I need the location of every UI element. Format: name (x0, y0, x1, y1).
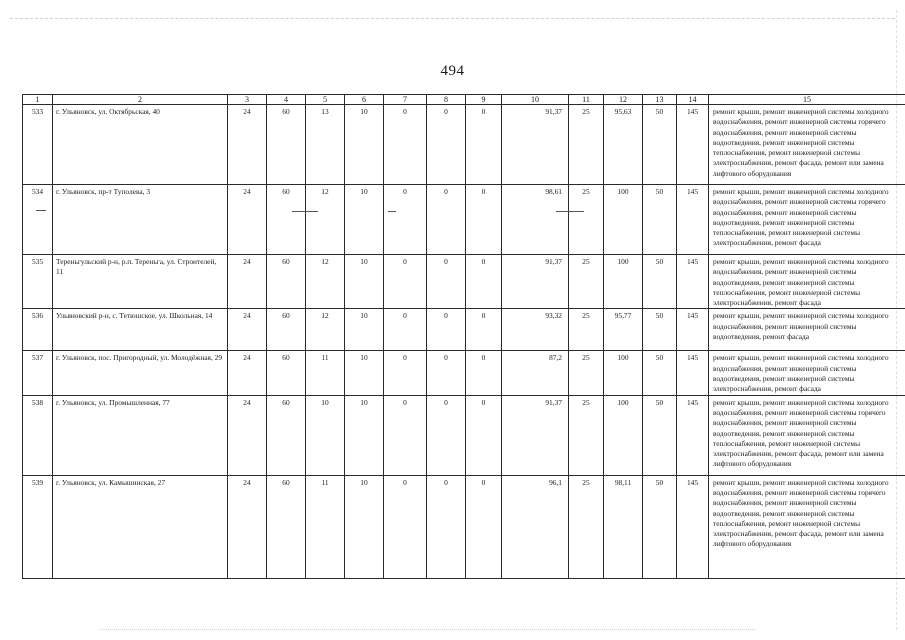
col-header-8: 8 (427, 95, 466, 105)
value-col-8: 0 (427, 105, 466, 185)
value-col-4: 60 (267, 475, 306, 578)
row-number: 533 (23, 105, 53, 185)
col-header-12: 12 (604, 95, 643, 105)
value-col-4: 60 (267, 255, 306, 309)
value-col-11: 25 (569, 309, 604, 351)
works-list-cell: ремонт крыши, ремонт инженерной системы холодного водоснабжения, ремонт инженерной системы горячего водоснабжения, ремонт инженерной системы водоотведения, ремонт инженерной системы теплоснабжения, ремонт инженерной системы электроснабжения, ремонт фасада, ремонт или замена лифтового оборудования (709, 395, 905, 475)
value-col-3: 24 (228, 185, 267, 255)
value-col-14: 145 (677, 309, 709, 351)
value-col-14: 145 (677, 105, 709, 185)
col-header-5: 5 (306, 95, 345, 105)
col-header-10: 10 (502, 95, 569, 105)
address-cell: г. Ульяновск, ул. Камышинская, 27 (53, 475, 228, 578)
address-cell: г. Ульяновск, ул. Промышленная, 77 (53, 395, 228, 475)
value-col-8: 0 (427, 351, 466, 395)
value-col-12: 95,77 (604, 309, 643, 351)
value-col-8: 0 (427, 255, 466, 309)
value-col-5: 11 (306, 475, 345, 578)
col-header-1: 1 (23, 95, 53, 105)
value-col-6: 10 (345, 395, 384, 475)
value-col-6: 10 (345, 309, 384, 351)
value-col-12: 98,11 (604, 475, 643, 578)
row-number: 537 (23, 351, 53, 395)
value-col-4: 60 (267, 185, 306, 255)
col-header-2: 2 (53, 95, 228, 105)
works-list-cell: ремонт крыши, ремонт инженерной системы холодного водоснабжения, ремонт инженерной системы горячего водоснабжения, ремонт инженерной системы водоотведения, ремонт инженерной системы теплоснабжения, ремонт инженерной системы электроснабжения, ремонт фасада, ремонт или замена лифтового оборудования (709, 105, 905, 185)
value-col-4: 60 (267, 351, 306, 395)
value-col-8: 0 (427, 185, 466, 255)
value-col-12: 100 (604, 395, 643, 475)
value-col-9: 0 (466, 105, 502, 185)
value-col-5: 11 (306, 351, 345, 395)
value-col-6: 10 (345, 185, 384, 255)
value-col-13: 50 (643, 475, 677, 578)
value-col-10: 87,2 (502, 351, 569, 395)
value-col-3: 24 (228, 475, 267, 578)
value-col-5: 12 (306, 185, 345, 255)
scan-artifact-bottom (100, 629, 755, 630)
value-col-14: 145 (677, 255, 709, 309)
value-col-7: 0 (384, 395, 427, 475)
housing-repair-table (22, 94, 905, 579)
works-list-cell: ремонт крыши, ремонт инженерной системы холодного водоснабжения, ремонт инженерной системы горячего водоснабжения, ремонт инженерной системы водоотведения, ремонт инженерной системы теплоснабжения, ремонт инженерной системы электроснабжения, ремонт фасада, ремонт или замена лифтового оборудования (709, 475, 905, 578)
value-col-11: 25 (569, 185, 604, 255)
works-list-cell: ремонт крыши, ремонт инженерной системы холодного водоснабжения, ремонт инженерной системы водоотведения, ремонт фасада (709, 309, 905, 351)
table-row (23, 255, 905, 309)
value-col-9: 0 (466, 185, 502, 255)
row-number: 538 (23, 395, 53, 475)
col-header-4: 4 (267, 95, 306, 105)
address-cell: г. Ульяновск, пр-т Туполева, 3 (53, 185, 228, 255)
value-col-5: 12 (306, 255, 345, 309)
col-header-13: 13 (643, 95, 677, 105)
col-header-3: 3 (228, 95, 267, 105)
table-row (23, 475, 905, 578)
value-col-13: 50 (643, 309, 677, 351)
value-col-7: 0 (384, 255, 427, 309)
value-col-4: 60 (267, 395, 306, 475)
value-col-14: 145 (677, 395, 709, 475)
table-row (23, 185, 905, 255)
value-col-7: 0 (384, 475, 427, 578)
table-row (23, 105, 905, 185)
value-col-12: 95,63 (604, 105, 643, 185)
value-col-5: 12 (306, 309, 345, 351)
value-col-9: 0 (466, 309, 502, 351)
col-header-15: 15 (709, 95, 905, 105)
row-number: 536 (23, 309, 53, 351)
value-col-10: 96,1 (502, 475, 569, 578)
value-col-11: 25 (569, 395, 604, 475)
value-col-4: 60 (267, 309, 306, 351)
col-header-6: 6 (345, 95, 384, 105)
value-col-3: 24 (228, 309, 267, 351)
value-col-7: 0 (384, 185, 427, 255)
value-col-10: 91,37 (502, 105, 569, 185)
value-col-3: 24 (228, 105, 267, 185)
scan-artifact-line (556, 211, 584, 212)
value-col-6: 10 (345, 105, 384, 185)
col-header-14: 14 (677, 95, 709, 105)
row-number: 534 (23, 185, 53, 255)
value-col-13: 50 (643, 105, 677, 185)
value-col-12: 100 (604, 255, 643, 309)
works-list-cell: ремонт крыши, ремонт инженерной системы холодного водоснабжения, ремонт инженерной системы горячего водоснабжения, ремонт инженерной системы водоотведения, ремонт инженерной системы теплоснабжения, ремонт инженерной системы электроснабжения, ремонт фасада (709, 185, 905, 255)
value-col-9: 0 (466, 395, 502, 475)
value-col-8: 0 (427, 309, 466, 351)
address-cell: г. Ульяновск, ул. Октябрьская, 40 (53, 105, 228, 185)
value-col-10: 93,32 (502, 309, 569, 351)
works-list-cell: ремонт крыши, ремонт инженерной системы холодного водоснабжения, ремонт инженерной системы водоотведения, ремонт инженерной системы электроснабжения, ремонт фасада (709, 351, 905, 395)
table-row (23, 395, 905, 475)
value-col-11: 25 (569, 255, 604, 309)
value-col-5: 13 (306, 105, 345, 185)
value-col-6: 10 (345, 351, 384, 395)
works-list-cell: ремонт крыши, ремонт инженерной системы холодного водоснабжения, ремонт инженерной системы водоотведения, ремонт инженерной системы теплоснабжения, ремонт инженерной системы электроснабжения, ремонт фасада (709, 255, 905, 309)
value-col-3: 24 (228, 351, 267, 395)
value-col-13: 50 (643, 185, 677, 255)
value-col-10: 98,61 (502, 185, 569, 255)
page-number: 494 (440, 63, 465, 79)
table-row (23, 309, 905, 351)
column-number-row (23, 95, 905, 105)
scan-artifact-line (292, 211, 318, 212)
value-col-8: 0 (427, 475, 466, 578)
value-col-3: 24 (228, 255, 267, 309)
value-col-11: 25 (569, 475, 604, 578)
value-col-13: 50 (643, 351, 677, 395)
value-col-6: 10 (345, 475, 384, 578)
value-col-9: 0 (466, 351, 502, 395)
value-col-14: 145 (677, 475, 709, 578)
value-col-10: 91,37 (502, 395, 569, 475)
value-col-9: 0 (466, 475, 502, 578)
value-col-12: 100 (604, 185, 643, 255)
value-col-11: 25 (569, 351, 604, 395)
value-col-14: 145 (677, 185, 709, 255)
col-header-9: 9 (466, 95, 502, 105)
col-header-7: 7 (384, 95, 427, 105)
scan-border-top (10, 18, 895, 19)
address-cell: Тереньгульский р-н, р.п. Тереньга, ул. Строителей, 11 (53, 255, 228, 309)
value-col-9: 0 (466, 255, 502, 309)
scan-artifact-line (36, 210, 46, 211)
address-cell: г. Ульяновск, пос. Пригородный, ул. Молодёжная, 29 (53, 351, 228, 395)
row-number: 539 (23, 475, 53, 578)
address-cell: Ульяновский р-н, с. Тетюшское, ул. Школьная, 14 (53, 309, 228, 351)
row-number: 535 (23, 255, 53, 309)
value-col-13: 50 (643, 395, 677, 475)
value-col-8: 0 (427, 395, 466, 475)
value-col-11: 25 (569, 105, 604, 185)
col-header-11: 11 (569, 95, 604, 105)
table-row (23, 351, 905, 395)
value-col-3: 24 (228, 395, 267, 475)
value-col-10: 91,37 (502, 255, 569, 309)
value-col-13: 50 (643, 255, 677, 309)
value-col-12: 100 (604, 351, 643, 395)
value-col-6: 10 (345, 255, 384, 309)
value-col-7: 0 (384, 309, 427, 351)
value-col-14: 145 (677, 351, 709, 395)
value-col-4: 60 (267, 105, 306, 185)
value-col-5: 10 (306, 395, 345, 475)
scan-artifact-line (388, 211, 396, 212)
value-col-7: 0 (384, 105, 427, 185)
value-col-7: 0 (384, 351, 427, 395)
